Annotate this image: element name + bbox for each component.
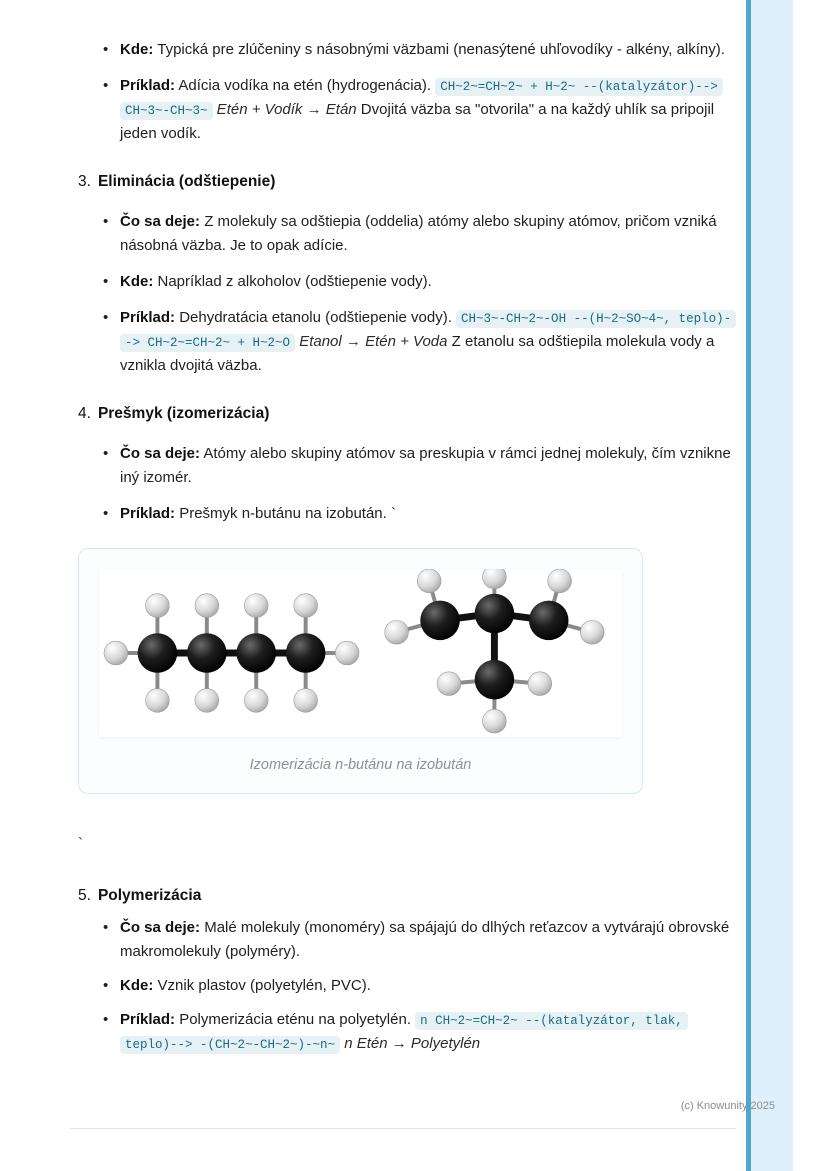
list-item bbox=[101, 306, 736, 378]
stray-backtick: ` bbox=[78, 835, 83, 852]
bullet-label: Príklad: bbox=[120, 1011, 176, 1028]
figure-card bbox=[78, 548, 643, 794]
list-item bbox=[101, 270, 736, 294]
bottom-divider bbox=[70, 1128, 736, 1129]
list-item bbox=[101, 1008, 736, 1056]
list-item bbox=[101, 210, 736, 258]
bullet-text: Typická pre zlúčeniny s násobnými väzbami (nenasýtené uhľovodíky - alkény, alkíny). bbox=[153, 41, 725, 58]
isobutane-model bbox=[385, 569, 604, 733]
equation-translation: Etanol → Etén + Voda bbox=[295, 333, 448, 350]
bullet-text: Napríklad z alkoholov (odštiepenie vody). bbox=[153, 273, 432, 290]
bullet-text: Prešmyk n-butánu na izobután. ` bbox=[175, 505, 396, 522]
bullet-text: Dvojitá väzba sa "otvorila" a na každý uhlík sa pripojil jeden vodík. bbox=[120, 101, 715, 142]
figure-caption: Izomerizácia n-butánu na izobután bbox=[249, 757, 472, 773]
equation-translation: n Etén → Polyetylén bbox=[340, 1035, 481, 1052]
section-title: Prešmyk (izomerizácia) bbox=[97, 405, 270, 422]
inline-code-equation: n CH~2~=CH~2~ --(katalyzátor, tlak, teplo)--> -(CH~2~-CH~2~)-~n~ bbox=[120, 1012, 688, 1054]
bullet-text: Adícia vodíka na etén (hydrogenácia). bbox=[175, 77, 436, 94]
list-item bbox=[101, 442, 736, 490]
n-butane-model bbox=[104, 594, 359, 713]
bullet-label: Príklad: bbox=[120, 77, 176, 94]
bullet-text: Dehydratácia etanolu (odštiepenie vody). bbox=[175, 309, 457, 326]
bullet-text: Atómy alebo skupiny atómov sa preskupia v rámci jednej molekuly, čím vznikne iný izomér. bbox=[120, 445, 731, 486]
bullet-list-adicia bbox=[78, 38, 736, 146]
section-number: 5. bbox=[78, 887, 91, 904]
bullet-label: Kde: bbox=[120, 273, 154, 290]
page-edge-stripe bbox=[751, 0, 793, 1171]
bullet-text: Malé molekuly (monoméry) sa spájajú do dlhých reťazcov a vytvárajú obrovské makromolekuly (polyméry). bbox=[120, 919, 730, 960]
bullet-label: Kde: bbox=[120, 41, 154, 58]
bullet-list-presmyk bbox=[78, 442, 736, 526]
inline-code-equation: CH~2~=CH~2~ + H~2~ --(katalyzátor)--> CH~3~-CH~3~ bbox=[120, 78, 723, 120]
bullet-label: Príklad: bbox=[120, 505, 176, 522]
section-heading-eliminacia bbox=[78, 170, 736, 194]
bullet-label: Kde: bbox=[120, 977, 154, 994]
bullet-label: Čo sa deje: bbox=[120, 445, 201, 462]
equation-translation: Etén + Vodík → Etán bbox=[212, 101, 357, 118]
copyright-text: (c) Knowunity 2025 bbox=[680, 1100, 775, 1112]
bullet-list-polymerizacia bbox=[78, 916, 736, 1056]
list-item bbox=[101, 502, 736, 526]
section-heading-polymerizacia bbox=[78, 884, 736, 908]
molecule-models-image bbox=[99, 569, 622, 737]
bullet-list-eliminacia bbox=[78, 210, 736, 378]
bullet-text: Polymerizácia eténu na polyetylén. bbox=[175, 1011, 416, 1028]
molecule-models-svg bbox=[99, 569, 622, 737]
page-edge-line bbox=[746, 0, 751, 1171]
bullet-label: Čo sa deje: bbox=[120, 919, 201, 936]
list-item bbox=[101, 74, 736, 146]
section-title: Eliminácia (odštiepenie) bbox=[97, 173, 276, 190]
section-title: Polymerizácia bbox=[97, 887, 202, 904]
list-item bbox=[101, 38, 736, 62]
section-number: 4. bbox=[78, 405, 91, 422]
bullet-label: Čo sa deje: bbox=[120, 213, 201, 230]
bullet-label: Príklad: bbox=[120, 309, 176, 326]
list-item bbox=[101, 916, 736, 964]
list-item bbox=[101, 974, 736, 998]
section-heading-presmyk bbox=[78, 402, 736, 426]
document-content bbox=[78, 38, 736, 1066]
bullet-text: Vznik plastov (polyetylén, PVC). bbox=[153, 977, 371, 994]
bullet-text: Z etanolu sa odštiepila molekula vody a vznikla dvojitá väzba. bbox=[120, 333, 715, 374]
inline-code-equation: CH~3~-CH~2~-OH --(H~2~SO~4~, teplo)--> CH~2~=CH~2~ + H~2~O bbox=[120, 310, 736, 352]
bullet-text: Z molekuly sa odštiepia (oddelia) atómy alebo skupiny atómov, pričom vzniká násobná väzba. Je to opak adície. bbox=[120, 213, 717, 254]
section-number: 3. bbox=[78, 173, 91, 190]
